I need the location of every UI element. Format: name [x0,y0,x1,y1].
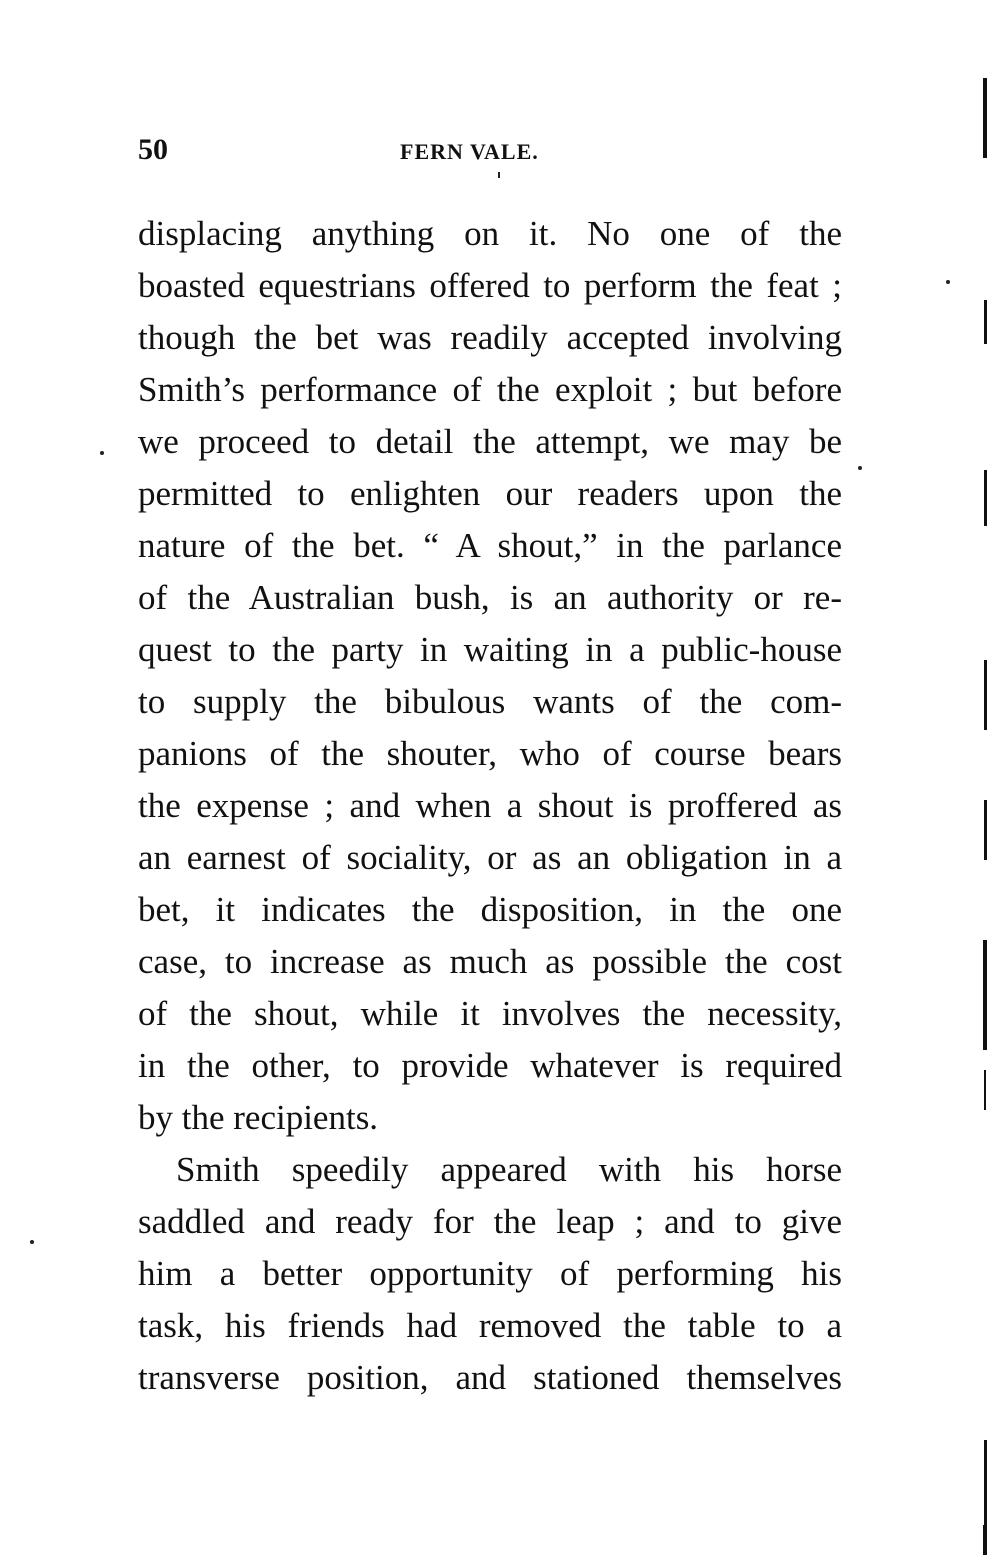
text-line: by the recipients. [138,1098,379,1137]
scan-speck [946,280,950,284]
text-line: case, to increase as much as possible the cost [138,942,842,981]
scan-speck [858,466,862,470]
scan-speck [100,451,104,455]
text-line: him a better opportunity of performing his [138,1254,842,1293]
text-line: transverse position, and stationed themselves [138,1358,842,1397]
text-line: to supply the bibulous wants of the com- [138,682,842,721]
scan-speck [30,1240,34,1244]
scan-edge-mark [984,1070,986,1110]
text-line: boasted equestrians offered to perform the feat ; [138,266,842,305]
text-line: an earnest of sociality, or as an obligation in a [138,838,842,877]
text-line: Smith speedily appeared with his horse [176,1150,842,1189]
text-line: we proceed to detail the attempt, we may be [138,422,842,461]
text-line: task, his friends had removed the table to a [138,1306,842,1345]
text-line: in the other, to provide whatever is required [138,1046,842,1085]
scan-edge-mark [984,660,987,730]
text-line: of the shout, while it involves the necessity, [138,994,842,1033]
scan-edge-mark [984,800,987,860]
text-line: Smith’s performance of the exploit ; but before [138,370,842,409]
scan-edge-mark [983,78,987,158]
scan-edge-mark [984,300,987,344]
running-title: FERN VALE. [400,139,539,164]
text-line: saddled and ready for the leap ; and to give [138,1202,842,1241]
text-line: quest to the party in waiting in a public-house [138,630,842,669]
scan-edge-mark [983,1525,987,1555]
scan-edge-mark [984,470,987,526]
text-line: bet, it indicates the disposition, in the one [138,890,842,929]
text-line: displacing anything on it. No one of the [138,214,842,253]
text-line: of the Australian bush, is an authority or re- [138,578,842,617]
text-line: the expense ; and when a shout is proffered as [138,786,842,825]
scan-edge-mark [983,940,987,1050]
text-line: though the bet was readily accepted involving [138,318,842,357]
scan-edge-mark [984,1440,987,1530]
text-line: panions of the shouter, who of course bears [138,734,842,773]
text-line: nature of the bet. “ A shout,” in the parlance [138,526,842,565]
scan-speck [498,172,500,178]
page-number: 50 [138,133,168,166]
text-line: permitted to enlighten our readers upon the [138,474,842,513]
